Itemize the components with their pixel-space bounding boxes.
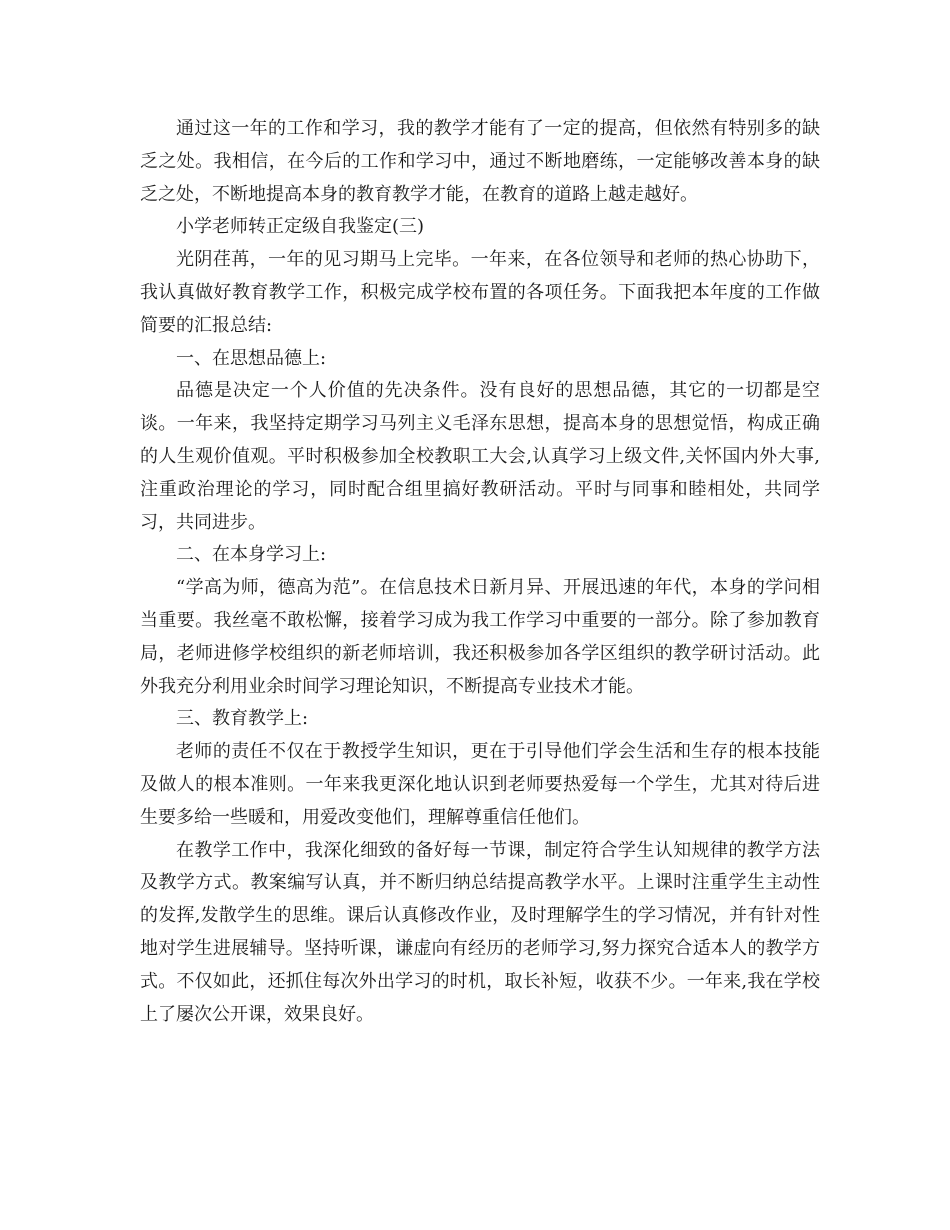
heading-moral-character: 一、在思想品德上: — [176, 347, 327, 369]
paragraph-self-study: “学高为师，德高为范”。在信息技术日新月异、开展迅速的年代，本身的学问相当重要。我丝毫不敢松懈，接着学习成为我工作学习中重要的一部分。除了参加教育局，老师进修学校组织的新老师培训，我还积极参加各学区组织的教学研讨活动。此外我充分利用业余时间学习理论知识，不断提高专业技术才能。 — [140, 577, 820, 697]
document-body — [140, 113, 820, 1031]
paragraph-closing-summary: 通过这一年的工作和学习，我的教学才能有了一定的提高，但依然有特别多的缺乏之处。我相信，在今后的工作和学习中，通过不断地磨练，一定能够改善本身的缺乏之处，不断地提高本身的教育教学才能，在教育的道路上越走越好。 — [140, 118, 820, 205]
paragraph-intro: 光阴荏苒，一年的见习期马上完毕。一年来，在各位领导和老师的热心协助下，我认真做好教育教学工作，积极完成学校布置的各项任务。下面我把本年度的工作做简要的汇报总结: — [140, 249, 820, 336]
paragraph-teaching-work: 在教学工作中，我深化细致的备好每一节课，制定符合学生认知规律的教学方法及教学方式。教案编写认真，并不断归纳总结提高教学水平。上课时注重学生主动性的发挥,发散学生的思维。课后认真修改作业，及时理解学生的学习情况，并有针对性地对学生进展辅导。坚持听课，谦虚向有经历的老师学习,努力探究合适本人的教学方式。不仅如此，还抓住每次外出学习的时机，取长补短，收获不少。一年来,我在学校上了屡次公开课，效果良好。 — [140, 839, 820, 1025]
section-title: 小学老师转正定级自我鉴定(三) — [176, 216, 425, 238]
heading-teaching: 三、教育教学上: — [176, 708, 309, 730]
paragraph-moral-character: 品德是决定一个人价值的先决条件。没有良好的思想品德，其它的一切都是空谈。一年来，我坚持定期学习马列主义毛泽东思想，提高本身的思想觉悟，构成正确的人生观价值观。平时积极参加全校教职工大会,认真学习上级文件,关怀国内外大事,注重政治理论的学习，同时配合组里搞好教研活动。平时与同事和睦相处，共同学习，共同进步。 — [140, 380, 820, 533]
heading-self-study: 二、在本身学习上: — [176, 544, 327, 566]
paragraph-teaching-responsibility: 老师的责任不仅在于教授学生知识，更在于引导他们学会生活和生存的根本技能及做人的根本准则。一年来我更深化地认识到老师要热爱每一个学生，尤其对待后进生要多给一些暖和，用爱改变他们，理解尊重信任他们。 — [140, 741, 820, 828]
